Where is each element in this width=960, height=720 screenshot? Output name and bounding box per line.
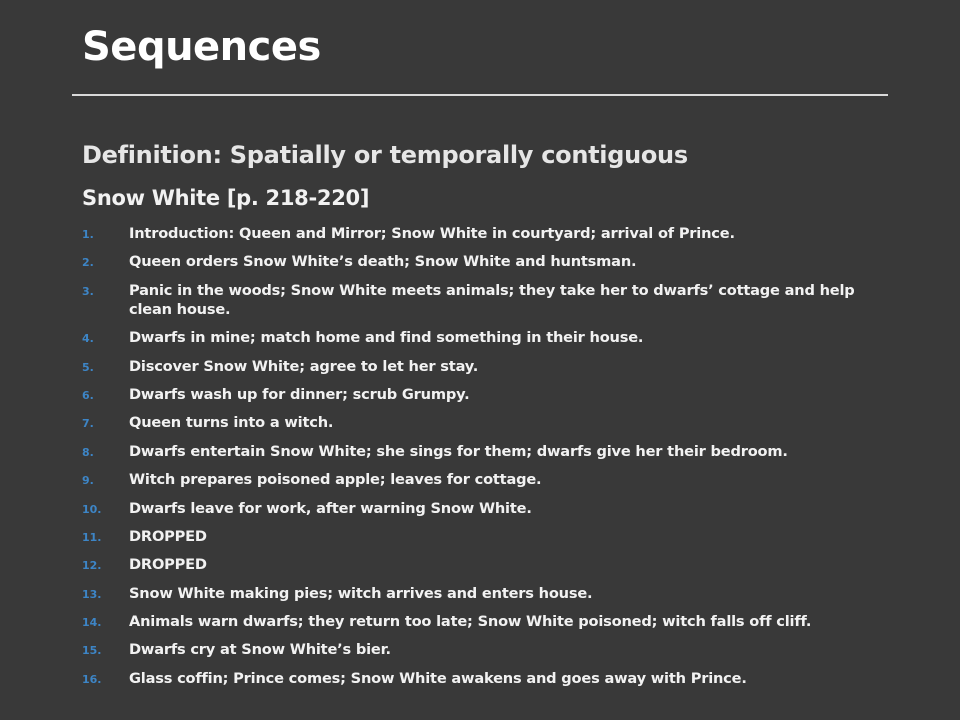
list-item-number: 8.: [82, 445, 94, 459]
list-item-number: 4.: [82, 332, 94, 346]
list-item-number: 6.: [82, 388, 94, 402]
list-item: [82, 413, 872, 432]
list-item-number: 15.: [82, 644, 102, 658]
list-item-text: Discover Snow White; agree to let her stay.: [129, 357, 479, 375]
list-item-number: 11.: [82, 530, 102, 544]
list-item: [82, 252, 872, 271]
list-item: [82, 555, 872, 574]
list-item: [82, 224, 872, 243]
list-item-text: DROPPED: [129, 556, 207, 574]
list-item-text: Dwarfs leave for work, after warning Snow White.: [129, 499, 532, 517]
definition-heading: Definition: Spatially or temporally contiguous: [82, 141, 688, 169]
list-item-text: Dwarfs wash up for dinner; scrub Grumpy.: [129, 385, 470, 403]
list-item-number: 5.: [82, 360, 94, 374]
list-item-text: Panic in the woods; Snow White meets animals; they take her to dwarfs’ cottage and help clean house.: [129, 281, 855, 318]
list-item: [82, 584, 872, 603]
list-item-number: 14.: [82, 616, 102, 630]
list-item-text: Witch prepares poisoned apple; leaves for cottage.: [129, 471, 542, 489]
list-item: [82, 499, 872, 518]
list-item: [82, 357, 872, 376]
list-item-text: Snow White making pies; witch arrives and enters house.: [129, 584, 593, 602]
list-item-number: 1.: [82, 228, 94, 241]
list-item: [82, 470, 872, 489]
title-divider: [72, 94, 888, 96]
list-item-number: 3.: [82, 284, 94, 298]
list-item-text: Glass coffin; Prince comes; Snow White awakens and goes away with Prince.: [129, 669, 747, 687]
list-item-text: Dwarfs entertain Snow White; she sings for them; dwarfs give her their bedroom.: [129, 442, 788, 460]
list-item-number: 7.: [82, 417, 94, 431]
sequence-list: [82, 224, 872, 697]
list-item: [82, 527, 872, 546]
list-item-text: Dwarfs cry at Snow White’s bier.: [129, 641, 391, 659]
list-item-text: Queen turns into a witch.: [129, 414, 334, 432]
list-item-text: Introduction: Queen and Mirror; Snow White in courtyard; arrival of Prince.: [129, 225, 735, 242]
list-item: [82, 612, 872, 631]
list-item-number: 2.: [82, 256, 94, 270]
list-item-number: 12.: [82, 559, 102, 573]
list-item-number: 13.: [82, 587, 102, 601]
slide-title: Sequences: [82, 24, 321, 70]
list-item: [82, 328, 872, 347]
list-item-number: 16.: [82, 672, 102, 686]
list-item-text: Queen orders Snow White’s death; Snow White and huntsman.: [129, 253, 637, 271]
list-item-text: Animals warn dwarfs; they return too late; Snow White poisoned; witch falls off cliff.: [129, 613, 812, 631]
list-item-text: Dwarfs in mine; match home and find something in their house.: [129, 329, 644, 347]
list-item-text: DROPPED: [129, 527, 207, 545]
list-item: [82, 640, 872, 659]
snow-white-subheading: Snow White [p. 218-220]: [82, 186, 370, 210]
list-item-number: 10.: [82, 502, 102, 516]
list-item-number: 9.: [82, 474, 94, 488]
list-item: [82, 442, 872, 461]
list-item: [82, 385, 872, 404]
list-item: [82, 669, 872, 688]
list-item: [82, 281, 872, 319]
